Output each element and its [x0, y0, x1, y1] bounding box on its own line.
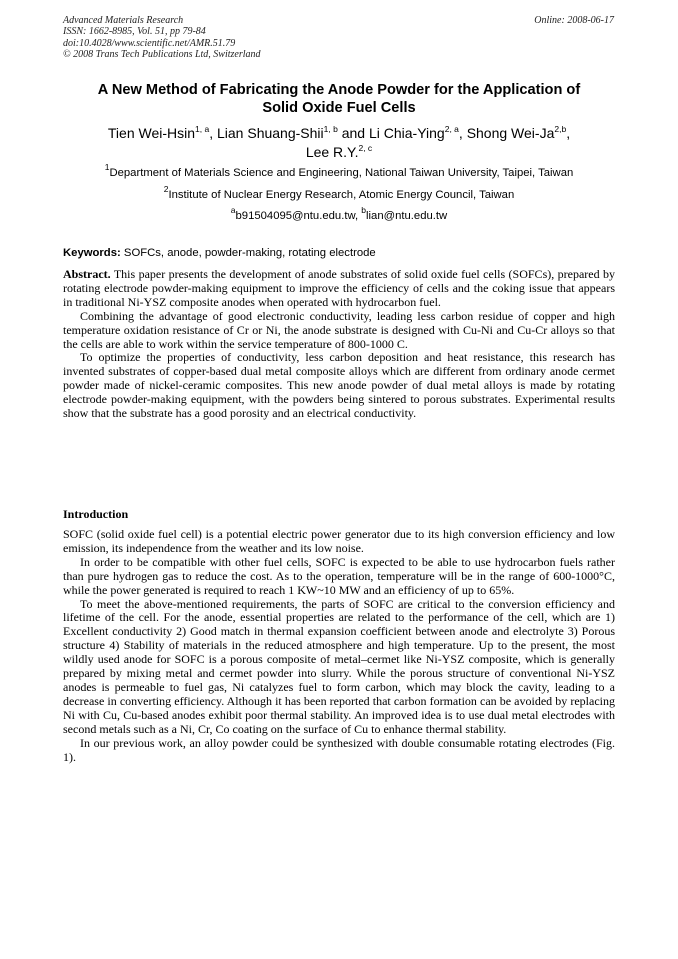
author-separator: ,	[209, 125, 217, 141]
author-name: Shong Wei-Ja	[466, 125, 555, 141]
intro-paragraph: To meet the above-mentioned requirements, the parts of SOFC are critical to the conversion efficiency and lifetime of the cell. For the anode, essential properties are related to the performance of the cell, which are 1) Excellent conductivity 2) Good match in thermal expansion coefficient between anode and electrolyte 3) Porous structure 4) Stability of materials in the reduced atmosphere and high temperature. Up to the present, the most wildly used anode for SOFC is a porous composite of metal–cermet like Ni-YSZ composite, which is generally prepared by mixing metal and cermet powder into slurry. While the porous structure of conventional Ni-YSZ anodes is permeable to fuel gas, Ni catalyzes fuel to form carbon, which may block the cavity, leading to a decrease in converting efficiency. Although it has been reported that carbon formation can be avoided by replacing Ni with Cu, Cu-based anodes exhibit poor thermal stability. An improved idea is to use dual metal electrodes with second metals such as a Ni, Cr, Co coating on the surface of Cu to enhance thermal stability.	[63, 596, 615, 736]
affiliation-text: Institute of Nuclear Energy Research, Atomic Energy Council, Taiwan	[168, 189, 515, 201]
doi-line[interactable]: doi:10.4028/www.scientific.net/AMR.51.79	[63, 37, 236, 49]
title-line-2: Solid Oxide Fuel Cells	[262, 100, 416, 116]
abstract-paragraph: To optimize the properties of conductivity, less carbon deposition and heat resistance, this research has invented substrates of copper-based dual metal composite alloys which are different from ordinary anode cermet powder made of nickel-ceramic composites. This new anode powder of dual metal alloys is made by rotating electrode powder-making equipment, with the powders being sintered to porous substrates. Experimental results show that the substrate has a good porosity and an electrical conductivity.	[63, 350, 615, 421]
author-name: Lee R.Y.	[305, 144, 359, 160]
online-date: Online: 2008-06-17	[534, 15, 614, 26]
keywords	[63, 246, 615, 260]
abstract-label: Abstract.	[63, 267, 111, 281]
author-affil-marker: 2,b	[554, 124, 567, 134]
email-marker: b	[361, 205, 367, 215]
copyright-line: © 2008 Trans Tech Publications Ltd, Switzerland	[63, 48, 261, 60]
abstract-paragraph: Combining the advantage of good electronic conductivity, leading less carbon residue of copper and high temperature oxidation resistance of Cr or Ni, the anode substrate is designed with Cu-Ni and Cu-Cr alloys so that the cells are able to work within the service temperature of 800-1000 C.	[63, 308, 615, 351]
email-b[interactable]: lian@ntu.edu.tw	[366, 210, 448, 222]
title-line-1: A New Method of Fabricating the Anode Powder for the Application of	[97, 82, 581, 98]
email-marker: a	[230, 205, 236, 215]
author-affil-marker: 1, a	[195, 124, 210, 134]
email-a[interactable]: b91504095@ntu.edu.tw,	[235, 210, 362, 222]
keywords-text: SOFCs, anode, powder-making, rotating electrode	[120, 247, 376, 259]
author-name: Tien Wei-Hsin	[107, 125, 196, 141]
issn-line: ISSN: 1662-8985, Vol. 51, pp 79-84	[63, 26, 206, 38]
abstract-text: This paper presents the development of anode substrates of solid oxide fuel cells (SOFCs), prepared by rotating electrode powder-making equipment to improve the efficiency of cells and the coking issue that appears in traditional Ni-YSZ composite anodes when operated with hydrocarbon fuel.	[63, 267, 615, 309]
section-heading-introduction: Introduction	[63, 507, 129, 521]
author-separator: ,	[458, 125, 467, 141]
paper-title	[63, 81, 615, 117]
keywords-label: Keywords:	[63, 247, 121, 259]
intro-paragraph: In our previous work, an alloy powder could be synthesized with double consumable rotating electrodes (Fig. 1).	[63, 735, 615, 764]
intro-paragraph: SOFC (solid oxide fuel cell) is a potential electric power generator due to its high conversion efficiency and low emission, its independence from the weather and its low noise.	[63, 527, 615, 555]
author-affil-marker: 2, a	[444, 124, 459, 134]
affiliation-1	[63, 162, 615, 180]
affiliation-text: Department of Materials Science and Engineering, National Taiwan University, Taipei, Taiwan	[109, 167, 574, 179]
author-name: Lian Shuang-Shii	[217, 125, 324, 141]
author-affil-marker: 1, b	[323, 124, 338, 134]
abstract	[63, 268, 615, 421]
affiliation-marker: 1	[104, 162, 110, 172]
author-separator: ,	[566, 125, 571, 141]
journal-header	[63, 15, 261, 60]
journal-name: Advanced Materials Research	[63, 15, 184, 26]
author-list	[63, 124, 615, 162]
email-line	[63, 205, 615, 223]
author-name: Li Chia-Ying	[368, 125, 445, 141]
author-affil-marker: 2, c	[358, 143, 373, 153]
author-separator: and	[337, 125, 369, 141]
intro-paragraph: In order to be compatible with other fuel cells, SOFC is expected to be able to use hydrocarbon fuels rather than pure hydrogen gas to reduce the cost. As to the operation, temperature will be in the range of 600-1000°C, while the power generated is required to reach 1 KW~10 MW and an efficiency of up to 65%.	[63, 554, 615, 597]
affiliation-marker: 2	[163, 184, 169, 194]
introduction-body	[63, 528, 615, 764]
abstract-paragraph	[63, 268, 615, 310]
affiliation-2	[63, 184, 615, 202]
